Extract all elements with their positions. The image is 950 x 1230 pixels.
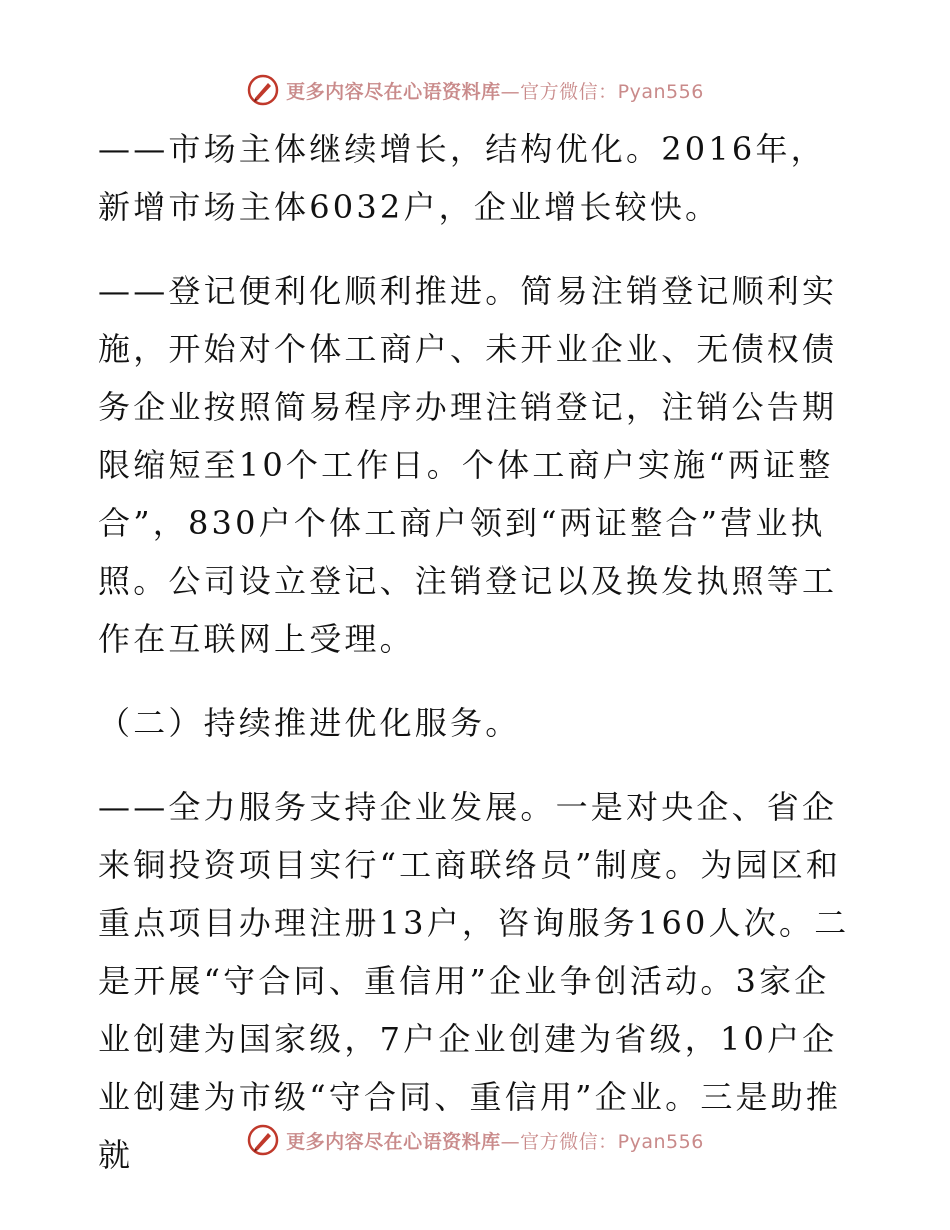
paragraph-market-entities: ——市场主体继续增长，结构优化。2016年，新增市场主体6032户，企业增长较快。 <box>98 130 826 226</box>
section-heading-optimize-services: （二）持续推进优化服务。 <box>98 704 521 742</box>
pen-logo-icon <box>246 1123 280 1157</box>
watermark-dash: — <box>500 1130 521 1153</box>
watermark-contact: 官方微信：Pyan556 <box>520 1130 704 1153</box>
watermark-main-text: 更多内容尽在心语资料库 <box>286 1130 501 1153</box>
header-watermark <box>0 70 950 110</box>
watermark-contact: 官方微信：Pyan556 <box>520 80 704 103</box>
watermark-text <box>286 77 704 104</box>
paragraph-enterprise-support: ——全力服务支持企业发展。一是对央企、省企来铜投资项目实行“工商联络员”制度。为园区和重点项目办理注册13户，咨询服务160人次。二是开展“守合同、重信用”企业争创活动。3家企业创建为国家级，7户企业创建为省级，10户企业创建为市级“守合同、重信用”企业。三是助推就 <box>98 788 850 1174</box>
footer-watermark <box>0 1120 950 1160</box>
paragraph-registration-facilitation: ——登记便利化顺利推进。简易注销登记顺利实施，开始对个体工商户、未开业企业、无债权债务企业按照简易程序办理注销登记，注销公告期限缩短至10个工作日。个体工商户实施“两证整合”，830户个体工商户领到“两证整合”营业执照。公司设立登记、注销登记以及换发执照等工作在互联网上受理。 <box>98 272 838 658</box>
document-body <box>98 120 850 1210</box>
watermark-main-text: 更多内容尽在心语资料库 <box>286 80 501 103</box>
watermark-dash: — <box>500 80 521 103</box>
watermark-text <box>286 1127 704 1154</box>
pen-logo-icon <box>246 73 280 107</box>
